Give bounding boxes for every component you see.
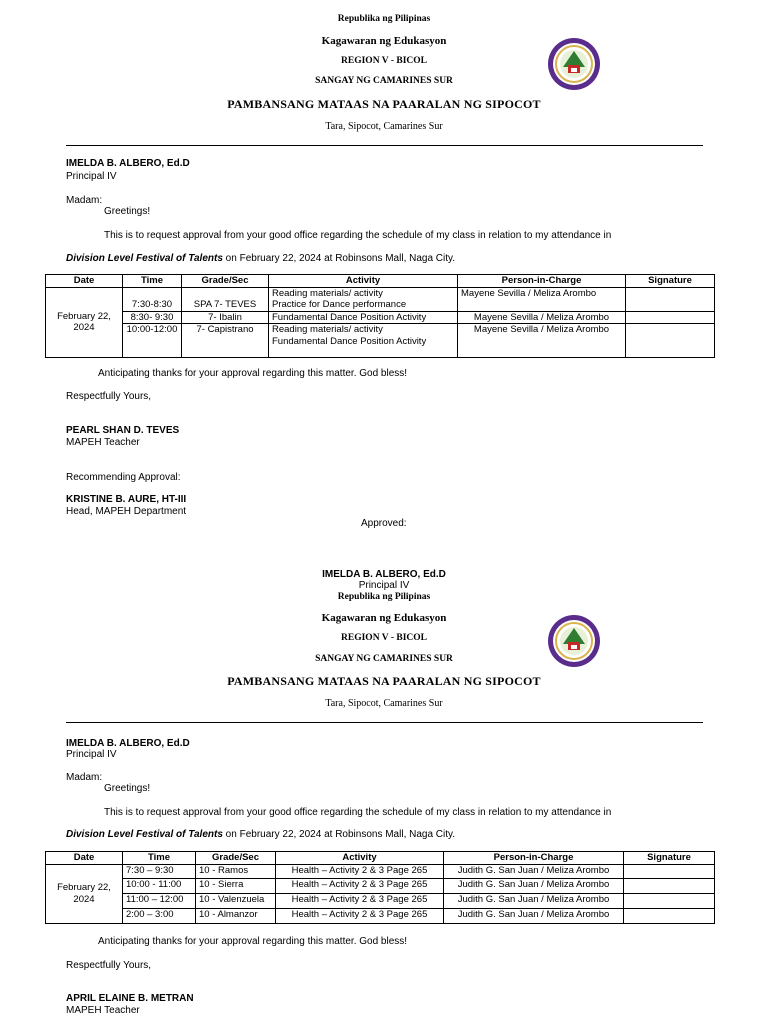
school-seal-icon [547,37,601,96]
event-details: on February 22, 2024 at Robinsons Mall, Naga City. [222,829,456,840]
region-heading: REGION V - BICOL [341,633,427,643]
letter-body: This is to request approval from your good office regarding the schedule of my class in relation to my attendance in [104,807,612,818]
time-cell: 11:00 – 12:00 [123,893,196,908]
header-rule [66,722,703,723]
event-name: Division Level Festival of Talents [66,253,223,264]
time-cell: 2:00 – 3:00 [123,908,196,923]
respectfully: Respectfully Yours, [66,391,152,402]
section-cell: 10 - Sierra [196,878,276,893]
sender-title: MAPEH Teacher [66,1005,140,1016]
column-header: Time [123,852,196,865]
addressee-title: Principal IV [66,749,117,760]
table-row [46,324,715,358]
time-cell: 7:30 – 9:30 [123,864,196,878]
column-header: Person-in-Charge [444,852,624,865]
person-cell: Mayene Sevilla / Meliza Arombo [458,311,626,324]
sender-name: PEARL SHAN D. TEVES [66,425,180,436]
table-row [46,864,715,878]
signature-cell [624,908,715,923]
table-row [46,908,715,923]
schedule-table-2 [45,851,715,924]
greeting: Greetings! [104,206,151,217]
addressee-title: Principal IV [66,171,117,182]
closing-line: Anticipating thanks for your approval regarding this matter. God bless! [98,368,408,379]
activity-cell: Fundamental Dance Position Activity [269,311,458,324]
table-header-row [46,275,715,288]
person-cell: Judith G. San Juan / Meliza Arombo [444,878,624,893]
signature-cell [626,324,715,358]
recommender-name: KRISTINE B. AURE, HT-III [66,494,187,505]
salutation: Madam: [66,195,103,206]
respectfully: Respectfully Yours, [66,960,152,971]
table-row [46,878,715,893]
date-cell: February 22, 2024 [46,287,123,358]
table-header-row [46,852,715,865]
person-cell: Judith G. San Juan / Meliza Arombo [444,908,624,923]
activity-line: Practice for Dance performance [272,299,407,310]
column-header: Date [46,275,123,288]
activity-cell [269,324,458,358]
republic-heading: Republika ng Pilipinas [337,14,431,24]
school-heading: PAMBANSANG MATAAS NA PAARALAN NG SIPOCOT [227,97,541,111]
signature-cell [624,864,715,878]
approver-title: Principal IV [358,580,410,591]
event-line [66,829,455,840]
activity-line: Reading materials/ activity [272,324,383,335]
signature-cell [626,311,715,324]
sender-title: MAPEH Teacher [66,437,140,448]
sender-name: APRIL ELAINE B. METRAN [66,993,194,1004]
recommender-title: Head, MAPEH Department [66,506,187,517]
section-cell: 10 - Ramos [196,864,276,878]
person-cell: Mayene Sevilla / Meliza Arombo [458,324,626,358]
column-header: Activity [269,275,458,288]
column-header: Grade/Sec [182,275,269,288]
approver-name: IMELDA B. ALBERO, Ed.D [322,569,446,580]
school-heading: PAMBANSANG MATAAS NA PAARALAN NG SIPOCOT [227,674,541,688]
section-cell: 7- Capistrano [182,324,269,358]
activity-cell: Health – Activity 2 & 3 Page 265 [276,908,444,923]
schedule-table-1 [45,274,715,358]
table-row [46,287,715,311]
person-cell: Mayene Sevilla / Meliza Arombo [458,287,626,311]
column-header: Time [123,275,182,288]
signature-cell [624,878,715,893]
activity-cell: Health – Activity 2 & 3 Page 265 [276,878,444,893]
event-line [66,253,455,264]
table-row [46,311,715,324]
salutation: Madam: [66,772,103,783]
time-cell: 8:30- 9:30 [123,311,182,324]
department-heading: Kagawaran ng Edukasyon [321,35,447,47]
section-cell: SPA 7- TEVES [182,287,269,311]
activity-cell [269,287,458,311]
region-heading: REGION V - BICOL [341,56,427,66]
greeting: Greetings! [104,783,151,794]
person-cell: Judith G. San Juan / Meliza Arombo [444,864,624,878]
school-address: Tara, Sipocot, Camarines Sur [325,698,443,709]
activity-line: Fundamental Dance Position Activity [272,335,427,347]
activity-cell: Health – Activity 2 & 3 Page 265 [276,893,444,908]
closing-line: Anticipating thanks for your approval regarding this matter. God bless! [98,936,408,947]
approved-label: Approved: [361,518,407,529]
signature-cell [624,893,715,908]
recommending-label: Recommending Approval: [66,472,181,483]
signature-cell [626,287,715,311]
section-cell: 10 - Almanzor [196,908,276,923]
person-cell: Judith G. San Juan / Meliza Arombo [444,893,624,908]
time-cell: 10:00-12:00 [123,324,182,358]
section-cell: 10 - Valenzuela [196,893,276,908]
time-cell: 7:30-8:30 [123,287,182,311]
column-header: Person-in-Charge [458,275,626,288]
column-header: Signature [624,852,715,865]
time-cell: 10:00 - 11:00 [123,878,196,893]
department-heading: Kagawaran ng Edukasyon [321,612,447,624]
activity-line: Reading materials/ activity [272,287,383,299]
date-cell: February 22, 2024 [46,864,123,923]
table-row [46,893,715,908]
division-heading: SANGAY NG CAMARINES SUR [315,654,453,664]
section-cell: 7- Ibalin [182,311,269,324]
event-details: on February 22, 2024 at Robinsons Mall, Naga City. [222,253,456,264]
column-header: Signature [626,275,715,288]
addressee-name: IMELDA B. ALBERO, Ed.D [66,738,190,749]
letter-body: This is to request approval from your good office regarding the schedule of my class in relation to my attendance in [104,230,612,241]
school-seal-icon [547,614,601,673]
school-address: Tara, Sipocot, Camarines Sur [325,121,443,132]
addressee-name: IMELDA B. ALBERO, Ed.D [66,158,190,169]
event-name: Division Level Festival of Talents [66,829,223,840]
column-header: Activity [276,852,444,865]
division-heading: SANGAY NG CAMARINES SUR [315,76,453,86]
activity-cell: Health – Activity 2 & 3 Page 265 [276,864,444,878]
header-rule [66,145,703,146]
republic-heading: Republika ng Pilipinas [337,592,431,602]
column-header: Date [46,852,123,865]
column-header: Grade/Sec [196,852,276,865]
